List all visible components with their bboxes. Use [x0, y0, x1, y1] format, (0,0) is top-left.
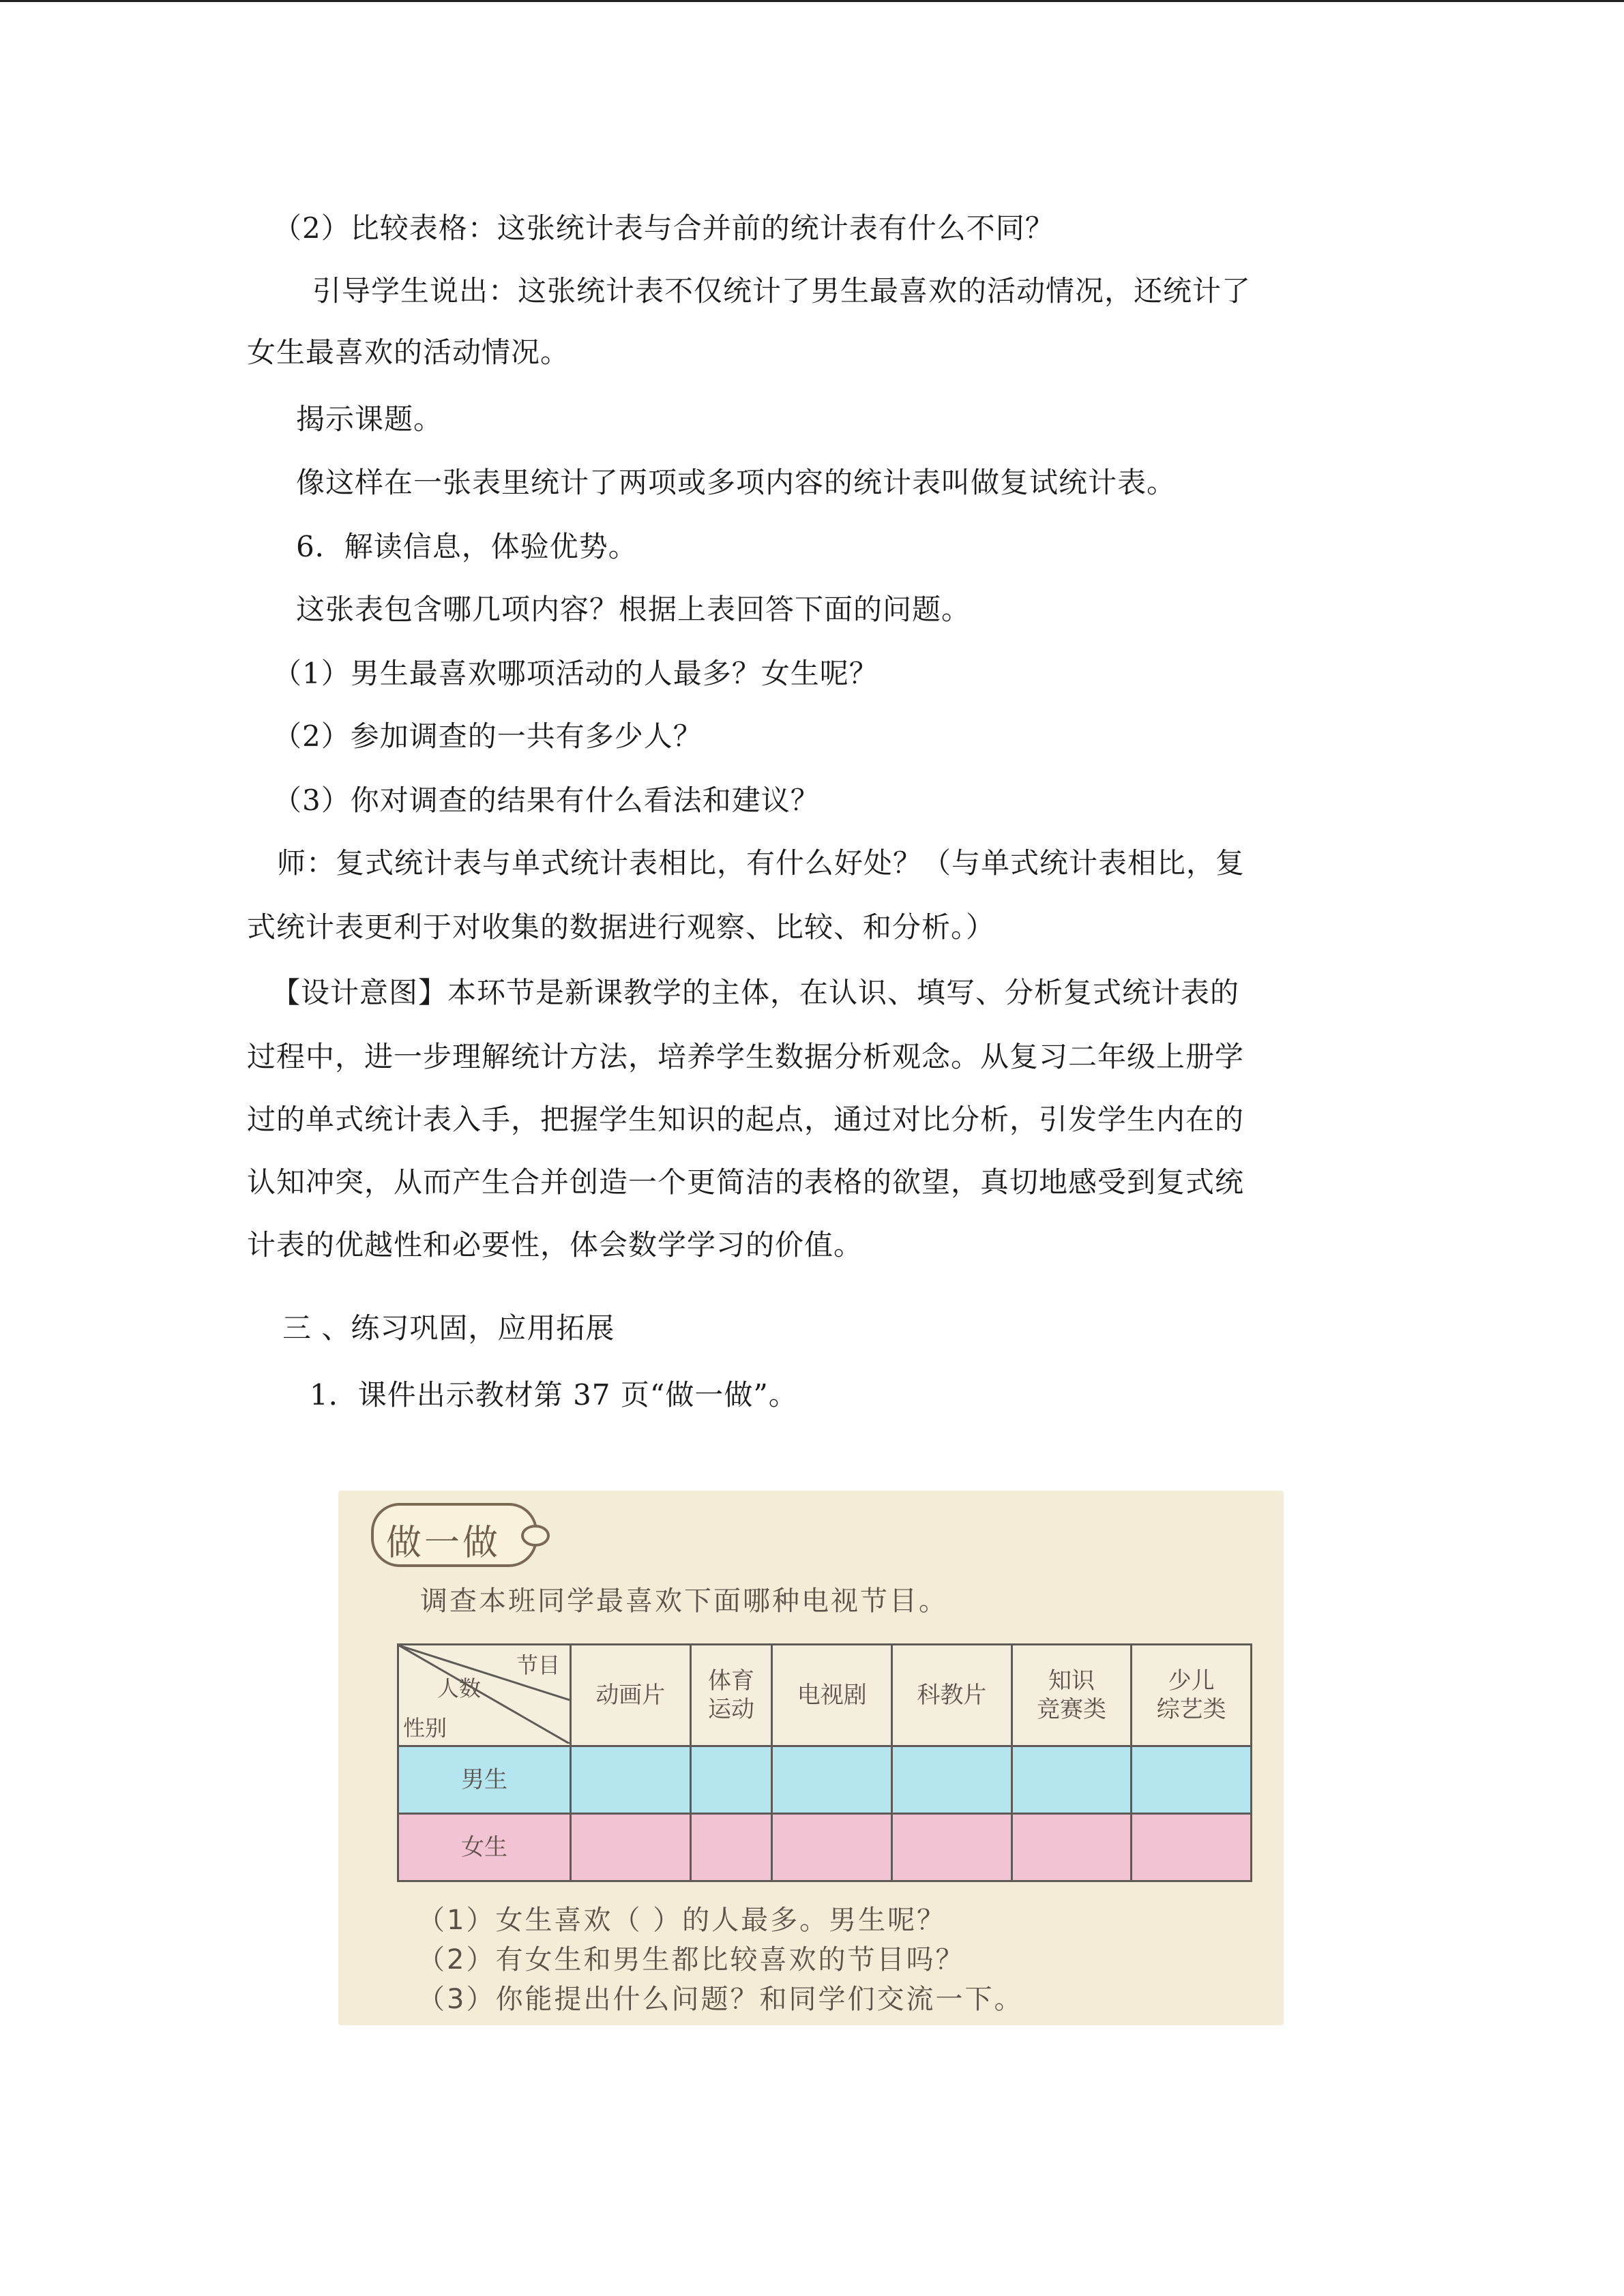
- section-heading: 三 、练习巩固，应用拓展: [282, 1311, 615, 1345]
- column-header: 科教片: [892, 1645, 1012, 1746]
- paragraph: 像这样在一张表里统计了两项或多项内容的统计表叫做复试统计表。: [296, 466, 1177, 499]
- paragraph: 女生最喜欢的活动情况。: [247, 336, 570, 369]
- design-intent: 过的单式统计表入手，把握学生知识的起点，通过对比分析，引发学生内在的: [247, 1103, 1245, 1136]
- corner-label-program: 节目: [516, 1652, 560, 1678]
- paragraph: （2）比较表格：这张统计表与合并前的统计表有什么不同？: [273, 211, 1054, 245]
- paragraph: 1．课件出示教材第 37 页“做一做”。: [310, 1378, 798, 1412]
- survey-prompt: 调查本班同学最喜欢下面哪种电视节目。: [420, 1585, 948, 1617]
- zuo-yi-zuo-badge: [371, 1503, 537, 1567]
- design-intent: 认知冲突，从而产生合并创造一个更简洁的表格的欲望，真切地感受到复式统: [247, 1165, 1245, 1199]
- design-intent: 过程中，进一步理解统计方法，培养学生数据分析观念。从复习二年级上册学: [247, 1040, 1245, 1073]
- top-border: [0, 0, 1624, 2]
- textbook-photo: [338, 1491, 1284, 2025]
- table-cell: [690, 1814, 772, 1881]
- textbook-question: （2）有女生和男生都比较喜欢的节目吗？: [417, 1944, 965, 1976]
- table-corner-cell: [398, 1645, 571, 1746]
- question: （2）参加调查的一共有多少人？: [273, 719, 703, 753]
- table-cell: [571, 1746, 691, 1814]
- design-intent: 计表的优越性和必要性，体会数学学习的价值。: [247, 1228, 863, 1262]
- table-cell: [892, 1746, 1012, 1814]
- column-header: 动画片: [571, 1645, 691, 1746]
- table-row-boys: [398, 1746, 1252, 1814]
- column-header: 知识 竞赛类: [1012, 1645, 1132, 1746]
- row-label-boys: 男生: [398, 1746, 571, 1814]
- table-cell: [892, 1814, 1012, 1881]
- table-cell: [772, 1814, 892, 1881]
- textbook-question: （3）你能提出什么问题？和同学们交流一下。: [417, 1984, 1024, 2015]
- corner-label-count: 人数: [437, 1675, 482, 1701]
- paragraph: 式统计表更利于对收集的数据进行观察、比较、和分析。）: [247, 910, 996, 944]
- table-cell: [1132, 1814, 1252, 1881]
- paragraph: 引导学生说出：这张统计表不仅统计了男生最喜欢的活动情况，还统计了: [312, 274, 1252, 308]
- table-cell: [690, 1746, 772, 1814]
- table-row-girls: [398, 1814, 1252, 1881]
- row-label-girls: 女生: [398, 1814, 571, 1881]
- table-cell: [1132, 1746, 1252, 1814]
- design-intent: 【设计意图】本环节是新课教学的主体，在认识、填写、分析复式统计表的: [271, 976, 1240, 1009]
- table-cell: [1012, 1814, 1132, 1881]
- badge-label: 做一做: [386, 1523, 501, 1564]
- section-heading: 6．解读信息，体验优势。: [296, 530, 638, 563]
- badge-bubble-icon: [521, 1525, 550, 1547]
- question: （1）男生最喜欢哪项活动的人最多？女生呢？: [273, 657, 879, 690]
- survey-table: [397, 1643, 1252, 1882]
- paragraph: 这张表包含哪几项内容？根据上表回答下面的问题。: [296, 593, 971, 626]
- table-cell: [1012, 1746, 1132, 1814]
- table-cell: [571, 1814, 691, 1881]
- column-header: 体育 运动: [690, 1645, 772, 1746]
- paragraph: 师：复式统计表与单式统计表相比，有什么好处？（与单式统计表相比，复: [277, 846, 1245, 880]
- paragraph: 揭示课题。: [296, 402, 443, 436]
- corner-label-gender: 性别: [403, 1715, 447, 1741]
- question: （3）你对调查的结果有什么看法和建议？: [273, 784, 820, 817]
- textbook-question: （1）女生喜欢（ ）的人最多。男生呢？: [417, 1905, 947, 1936]
- table-header-row: [398, 1645, 1252, 1746]
- table-cell: [772, 1746, 892, 1814]
- column-header: 少儿 综艺类: [1132, 1645, 1252, 1746]
- column-header: 电视剧: [772, 1645, 892, 1746]
